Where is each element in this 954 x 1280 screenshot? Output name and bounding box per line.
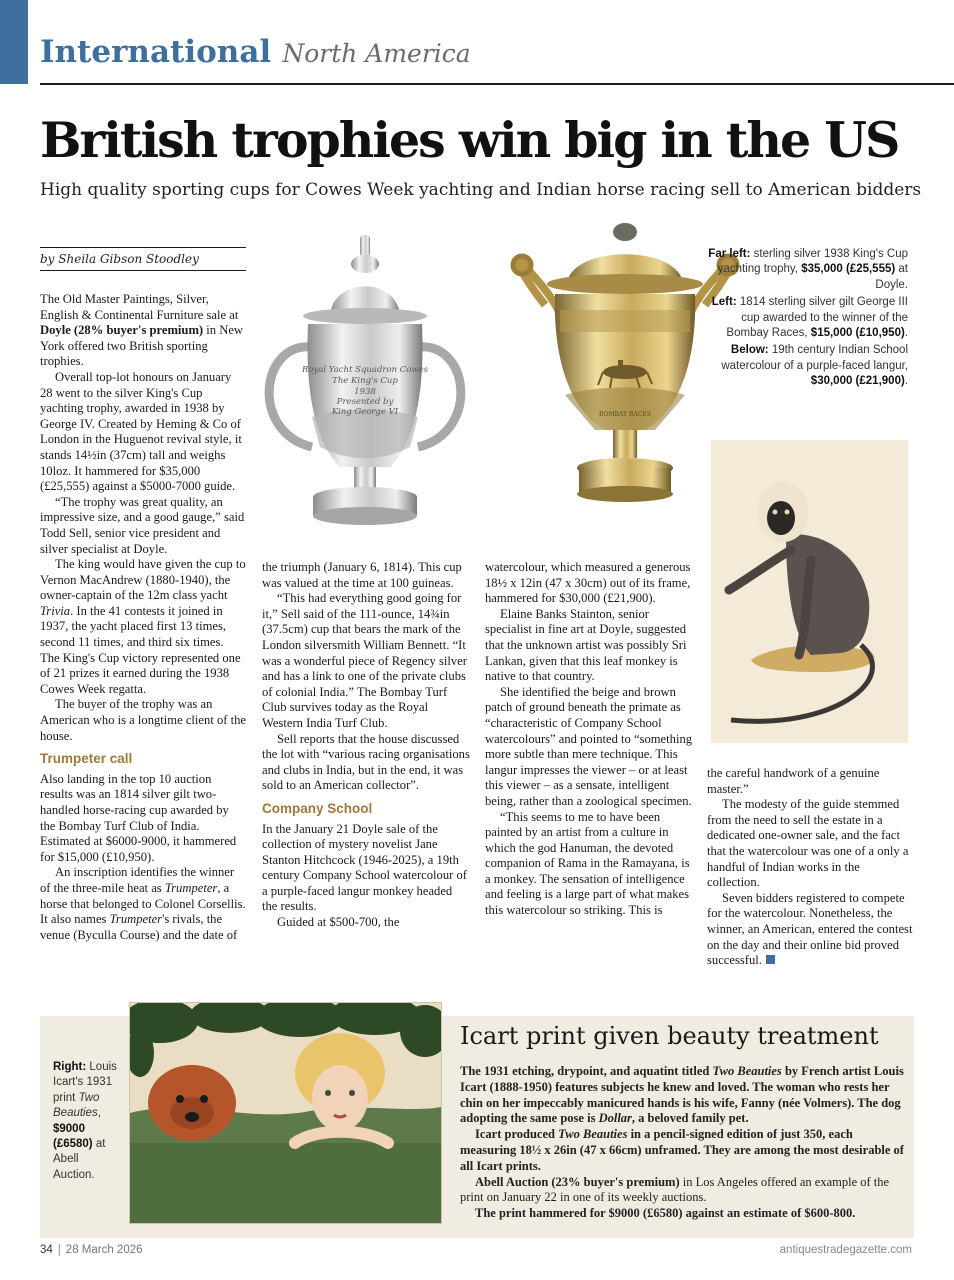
paragraph: An inscription identifies the winner of the three-mile heat as Trumpeter, a horse that belonged to Colonel Corsellis. It also names Trumpeter's rivals, the venue (Byculla Course) and the date of	[40, 865, 246, 942]
paragraph: The modesty of the guide stemmed from the need to sell the estate in a dedicated one-owner sale, and the fact that the watercolour was one of a only a handful of Indian works in the collection.	[707, 797, 909, 890]
headline: British trophies win big in the US	[40, 111, 899, 169]
article-column-1	[40, 292, 246, 943]
page-folio	[40, 1244, 143, 1256]
paragraph: Elaine Banks Stainton, senior specialist in fine art at Doyle, suggested that the unknown artist was possibly Sri Lankan, given that this leaf monkey is native to that country.	[485, 606, 687, 684]
photo-captions	[708, 247, 908, 392]
engraving-line: The King's Cup	[332, 376, 398, 386]
silver-kings-cup-photo	[250, 232, 480, 532]
paragraph: “The trophy was great quality, an impressive size, and a good gauge,” said Todd Sell, senior vice president and silver specialist at Doyle.	[40, 494, 245, 556]
paragraph: “This had everything good going for it,” Sell said of the 111-ounce, 14¾in (37.5cm) cup that bears the mark of the London silversmith William Bennett. “It was a wonderful piece of Regency silver and has a link to one of the private clubs of colonial India.” The Bombay Turf Club survives today as the Royal Western India Turf Club.	[262, 591, 467, 730]
engraving-line: 1938	[354, 387, 376, 397]
paragraph: the careful handwork of a genuine master.”	[707, 766, 880, 796]
paragraph: watercolour, which measured a generous 18½ x 12in (47 x 30cm) out of its frame, hammered for $30,000 (£21,900).	[485, 560, 691, 606]
subheading-trumpeter: Trumpeter call	[40, 751, 133, 767]
article-column-3	[485, 560, 693, 919]
caption-below: Below: 19th century Indian School watercolour of a purple-faced langur, $30,000 (£21,900).	[721, 344, 908, 388]
paragraph: The Old Master Paintings, Silver, English & Continental Furniture sale at Doyle (28% buyer's premium) in New York offered two British sporting trophies.	[40, 292, 243, 369]
engraving-line: Royal Yacht Squadron Cowes	[301, 365, 429, 375]
paragraph: She identified the beige and brown patch of ground beneath the primate as “characteristic of Company School watercolours” and pointed to “something more subtle than mere technique. This langur impresses the viewer – or at least this viewer – as a sensate, intelligent being, rather than a zoological specimen.	[485, 684, 693, 808]
icart-two-beauties-photo	[129, 1002, 442, 1224]
paragraph: Seven bidders registered to compete for the watercolour. Nonetheless, the winner, an American, entered the contest on the day and their online bid proved successful.	[707, 890, 913, 968]
paragraph: In the January 21 Doyle sale of the collection of mystery novelist Jane Stanton Hitchcock (1946-2025), a 19th century Company School watercolour of a purple-faced langur monkey headed the results.	[262, 821, 467, 914]
caption-left: Left: 1814 sterling silver gilt George III cup awarded to the winner of the Bombay Races, $15,000 (£10,950).	[711, 296, 908, 340]
subheading-company-school: Company School	[262, 800, 373, 816]
paragraph: The print hammered for $9000 (£6580) against an estimate of $600-800.	[475, 1206, 856, 1221]
engraving-line: King George VI	[331, 407, 399, 417]
sidebar-title: Icart print given beauty treatment	[460, 1022, 879, 1050]
section-header	[40, 34, 471, 70]
silver-cup-illustration	[250, 232, 480, 532]
article-column-2	[262, 560, 470, 931]
paragraph: Icart produced Two Beauties in a pencil-signed edition of just 350, each measuring 18½ x 26in (47 x 66cm) unframed. They are among the most desirable of all Icart prints.	[460, 1127, 904, 1173]
engraving-line: Presented by	[336, 397, 394, 407]
section-region: North America	[282, 39, 471, 68]
square-end-mark-icon	[766, 955, 775, 964]
paragraph: Sell reports that the house discussed the lot with “various racing organisations and clubs in India, but in the end, it was sold to an American collector”.	[262, 731, 470, 793]
paragraph: Abell Auction (23% buyer's premium) in Los Angeles offered an example of the print on January 22 in one of its weekly auctions.	[460, 1174, 890, 1205]
paragraph: Overall top-lot honours on January 28 went to the silver King's Cup yachting trophy, awarded in 1938 by George IV. Created by Heming & Co of London in the Huguenot revival style, it stands 14½in (37cm) tall and weighs 10loz. It hammered for $35,000 (£25,555) against a $5000-7000 guide.	[40, 369, 242, 494]
folio-separator: |	[57, 1244, 61, 1256]
page-number: 34	[40, 1244, 53, 1256]
paragraph: “This seems to me to have been painted by an artist from a culture in which the god Hanuman, the devoted companion of Rama in the Ramayana, is a monkey. The sensation of intelligence and feeling is a large part of what makes this watercolour so striking. This is	[485, 809, 690, 918]
byline: by Sheila Gibson Stoodley	[40, 247, 246, 271]
icart-caption: Right: Louis Icart's 1931 print Two Beauties, $9000 (£6580) at Abell Auction.	[53, 1061, 117, 1181]
site-url: antiquestradegazette.com	[779, 1244, 912, 1256]
cup-band-inscription: BOMBAY RACES	[599, 411, 651, 418]
paragraph: the triumph (January 6, 1814). This cup was valued at the time at 100 guineas.	[262, 560, 462, 590]
paragraph: Also landing in the top 10 auction results was an 1814 silver gilt two-handled horse-racing cup awarded by the Bombay Turf Club of India. Estimated at $6000-9000, it hammered for $15,000 (£10,950).	[40, 771, 237, 864]
langur-watercolour-photo	[711, 440, 908, 743]
paragraph: The buyer of the trophy was an American who is a longtime client of the house.	[40, 697, 246, 743]
caption-far-left: Far left: sterling silver 1938 King's Cup yachting trophy, $35,000 (£25,555) at Doyle.	[708, 248, 908, 291]
paragraph: The 1931 etching, drypoint, and aquatint titled Two Beauties by French artist Louis Icart (1888-1950) features subjects he knew and loved. The woman who rests her chin on her impeccably manicured hands is his wife, Fanny (née Volmers). The dog adopting the same pose is Dollar, a beloved family pet.	[460, 1064, 904, 1126]
section-name: International	[40, 34, 272, 70]
article-column-4	[707, 766, 915, 969]
paragraph: Guided at $500-700, the	[277, 915, 400, 930]
header-rule	[40, 83, 954, 85]
section-color-tab	[0, 0, 28, 84]
standfirst: High quality sporting cups for Cowes Week yachting and Indian horse racing sell to American bidders	[40, 180, 922, 200]
langur-illustration	[711, 440, 908, 743]
issue-date: 28 March 2026	[65, 1244, 143, 1256]
sidebar-text	[460, 1064, 904, 1222]
icart-print-illustration	[130, 1003, 441, 1223]
paragraph: The king would have given the cup to Vernon MacAndrew (1880-1940), the owner-captain of the 12m class yacht Trivia. In the 41 contests it joined in 1937, the yacht placed first 13 times, second 11 times, and third six times. The King's Cup victory represented one of 21 prizes it earned during the 1938 Cowes Week regatta.	[40, 557, 246, 696]
